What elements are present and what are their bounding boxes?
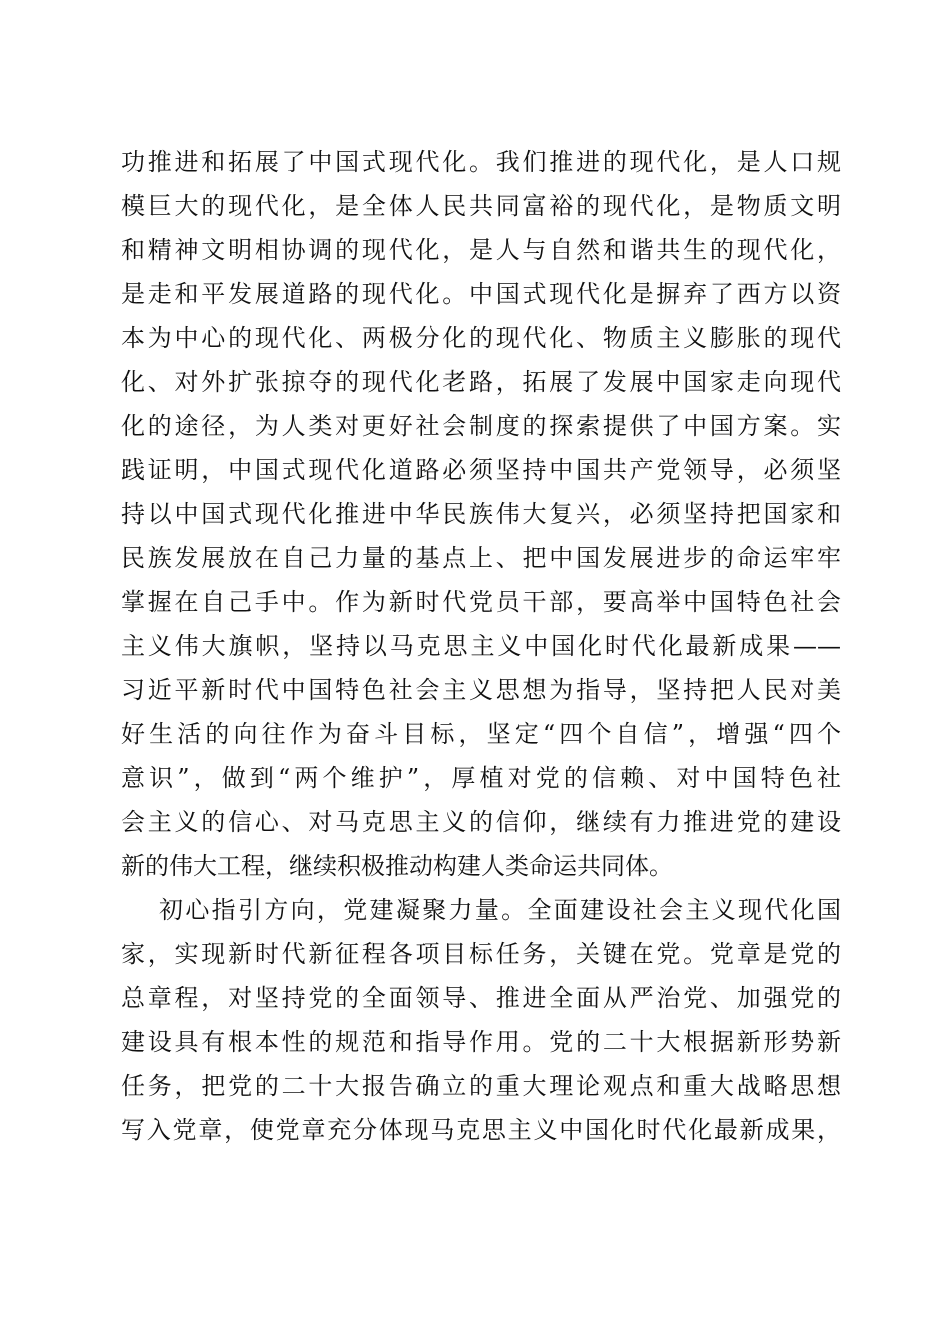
text-line: 践证明，中国式现代化道路必须坚持中国共产党领导，必须坚 bbox=[121, 456, 841, 484]
text-line: 持以中国式现代化推进中华民族伟大复兴，必须坚持把国家和 bbox=[121, 500, 841, 528]
text-line: 意识”，做到“两个维护”，厚植对党的信赖、对中国特色社 bbox=[121, 764, 841, 792]
text-line: 好生活的向往作为奋斗目标，坚定“四个自信”，增强“四个 bbox=[121, 720, 841, 748]
text-line: 新的伟大工程，继续积极推动构建人类命运共同体。 bbox=[121, 852, 673, 880]
text-line: 家，实现新时代新征程各项目标任务，关键在党。党章是党的 bbox=[121, 940, 841, 968]
paragraph-2 bbox=[121, 888, 841, 1152]
body-text bbox=[121, 140, 841, 1152]
text-line: 初心指引方向，党建凝聚力量。全面建设社会主义现代化国 bbox=[159, 896, 841, 924]
text-line: 模巨大的现代化，是全体人民共同富裕的现代化，是物质文明 bbox=[121, 192, 841, 220]
text-line: 任务，把党的二十大报告确立的重大理论观点和重大战略思想 bbox=[121, 1072, 841, 1100]
text-line: 写入党章，使党章充分体现马克思主义中国化时代化最新成果， bbox=[121, 1116, 841, 1144]
text-line: 功推进和拓展了中国式现代化。我们推进的现代化，是人口规 bbox=[121, 148, 841, 176]
text-line: 化的途径，为人类对更好社会制度的探索提供了中国方案。实 bbox=[121, 412, 841, 440]
text-line: 总章程，对坚持党的全面领导、推进全面从严治党、加强党的 bbox=[121, 984, 841, 1012]
text-line: 主义伟大旗帜，坚持以马克思主义中国化时代化最新成果—— bbox=[121, 632, 841, 660]
text-line: 和精神文明相协调的现代化，是人与自然和谐共生的现代化， bbox=[121, 236, 841, 264]
text-line: 民族发展放在自己力量的基点上、把中国发展进步的命运牢牢 bbox=[121, 544, 841, 572]
paragraph-1 bbox=[121, 140, 841, 888]
text-line: 本为中心的现代化、两极分化的现代化、物质主义膨胀的现代 bbox=[121, 324, 841, 352]
text-line: 化、对外扩张掠夺的现代化老路，拓展了发展中国家走向现代 bbox=[121, 368, 841, 396]
text-line: 掌握在自己手中。作为新时代党员干部，要高举中国特色社会 bbox=[121, 588, 841, 616]
text-line: 习近平新时代中国特色社会主义思想为指导，坚持把人民对美 bbox=[121, 676, 841, 704]
text-line: 是走和平发展道路的现代化。中国式现代化是摒弃了西方以资 bbox=[121, 280, 841, 308]
text-line: 会主义的信心、对马克思主义的信仰，继续有力推进党的建设 bbox=[121, 808, 841, 836]
text-line: 建设具有根本性的规范和指导作用。党的二十大根据新形势新 bbox=[121, 1028, 841, 1056]
